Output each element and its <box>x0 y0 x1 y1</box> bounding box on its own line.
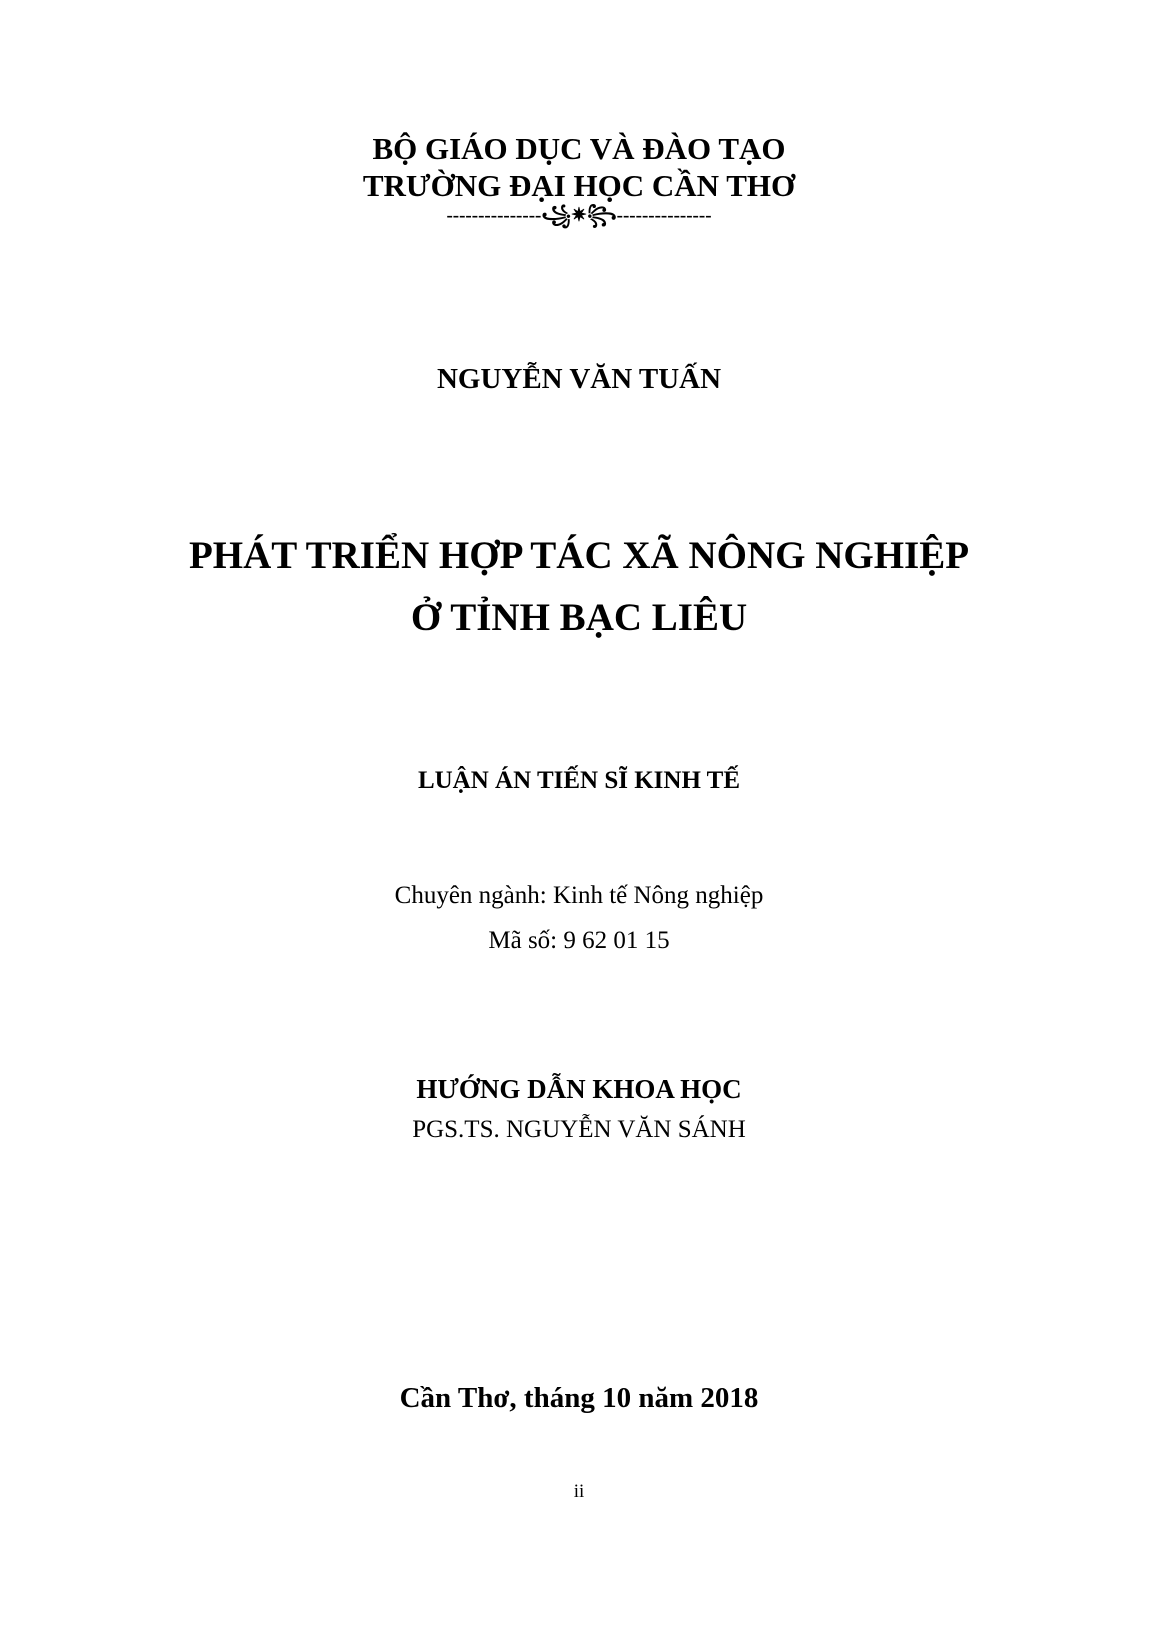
degree-type: LUẬN ÁN TIẾN SĨ KINH TẾ <box>417 767 741 794</box>
page-number: ii <box>573 1481 585 1502</box>
thesis-title-line-1: PHÁT TRIỂN HỢP TÁC XÃ NÔNG NGHIỆP <box>188 534 970 577</box>
university-name: TRƯỜNG ĐẠI HỌC CẦN THƠ <box>362 168 796 203</box>
author-name: NGUYỄN VĂN TUẤN <box>436 363 722 395</box>
advisor-heading: HƯỚNG DẪN KHOA HỌC <box>416 1074 742 1104</box>
advisor-name: PGS.TS. NGUYỄN VĂN SÁNH <box>412 1116 746 1143</box>
major-code: Mã số: 9 62 01 15 <box>488 927 670 954</box>
thesis-title-line-2: Ở TỈNH BẠC LIÊU <box>410 596 748 639</box>
ornament-divider: ---------------꧁✷꧂--------------- <box>446 205 712 226</box>
place-and-date: Cần Thơ, tháng 10 năm 2018 <box>399 1382 759 1414</box>
major-field: Chuyên ngành: Kinh tế Nông nghiệp <box>394 882 764 909</box>
ministry-name: BỘ GIÁO DỤC VÀ ĐÀO TẠO <box>372 131 786 166</box>
